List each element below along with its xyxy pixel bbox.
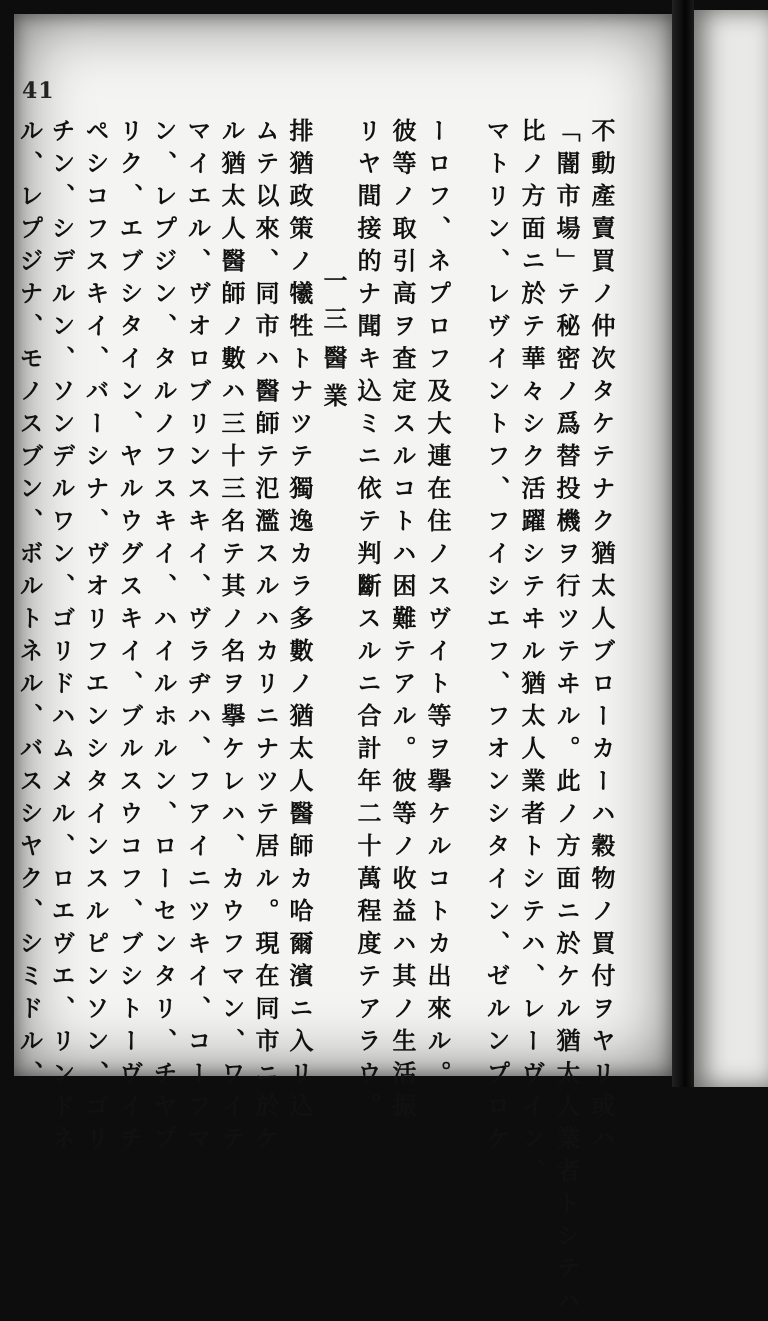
text-column-1: 不動產賣買ノ仲次タケテナク猶太人ブローカーハ穀物ノ買付ヲヤリ或ハ <box>587 118 616 1158</box>
facing-page-edge <box>694 10 768 1087</box>
text-column-13: リク、エブシタイン、ヤルウグスキイ、ブルスウコフ、ブシトーヴイチ <box>115 118 144 1158</box>
text-column-11: マイエル、ヴオロブリンスキイ、ヴラヂハ、フアイニツキイ、コーフマ <box>183 118 212 1158</box>
text-column-8: 排猶政策ノ犧牲トナツテ獨逸カラ多數ノ猶太人醫師カ哈爾濱ニ入リ込 <box>285 118 314 1126</box>
text-column-12: ン、レプジン、タルノフスキイ、ハイルホルン、ローセンタリ、チヤプ <box>149 118 178 1158</box>
text-column-15: チン、シデルン、ソンデルワン、ゴリドハムメル、ロエヴエ、リンドネ <box>47 118 76 1158</box>
book-gutter <box>672 0 694 1087</box>
text-column-16: ル、レプジナ、モノスブン、ボルトネル、バスシヤク、シミドル、 <box>15 118 44 1093</box>
text-column-5: ーロフ、ネプロフ及大連在住ノスヴイト等ヲ擧ケルコトカ出來ル。 <box>423 118 452 1093</box>
section-number: 一三 <box>319 268 348 344</box>
text-column-6: 彼等ノ取引高ヲ査定スルコトハ困難テアル。彼等ノ收益ハ其ノ生活振 <box>388 118 417 1126</box>
text-column-14: ペシコフスキイ、バーシナ、ヴオリフエンシタインスルピンソン、ゴリ <box>81 118 110 1158</box>
text-column-4: マトリン、レヴイントフ、フイシエフ、フオンシタイン、ゼルンプロケ <box>482 118 511 1158</box>
section-title: 醫業 <box>319 345 348 421</box>
page-number: 41 <box>22 78 55 104</box>
text-column-7: リヤ間接的ナ聞キ込ミニ依テ判斷スルニ合計年二十萬程度テアラウ。 <box>353 118 382 1126</box>
text-column-3: 比ノ方面ニ於テ華々シク活躍シテヰル猶太人業者トシテハ、レーヴイン、 <box>517 118 546 1191</box>
text-column-9: ムテ以來、同市ハ醫師テ氾濫スルハカリニナツテ居ル。現在同市ニ於ケ <box>251 118 280 1158</box>
text-column-2: 「闇市場」テ秘密ノ爲替投機ヲ行ツテヰル。此ノ方面ニ於ケル猶太人業者トシテハ <box>552 118 581 1321</box>
text-column-10: ル猶太人醫師ノ數ハ三十三名テ其ノ名ヲ擧ケレハ、カウフマン、ワイテ <box>217 118 246 1158</box>
